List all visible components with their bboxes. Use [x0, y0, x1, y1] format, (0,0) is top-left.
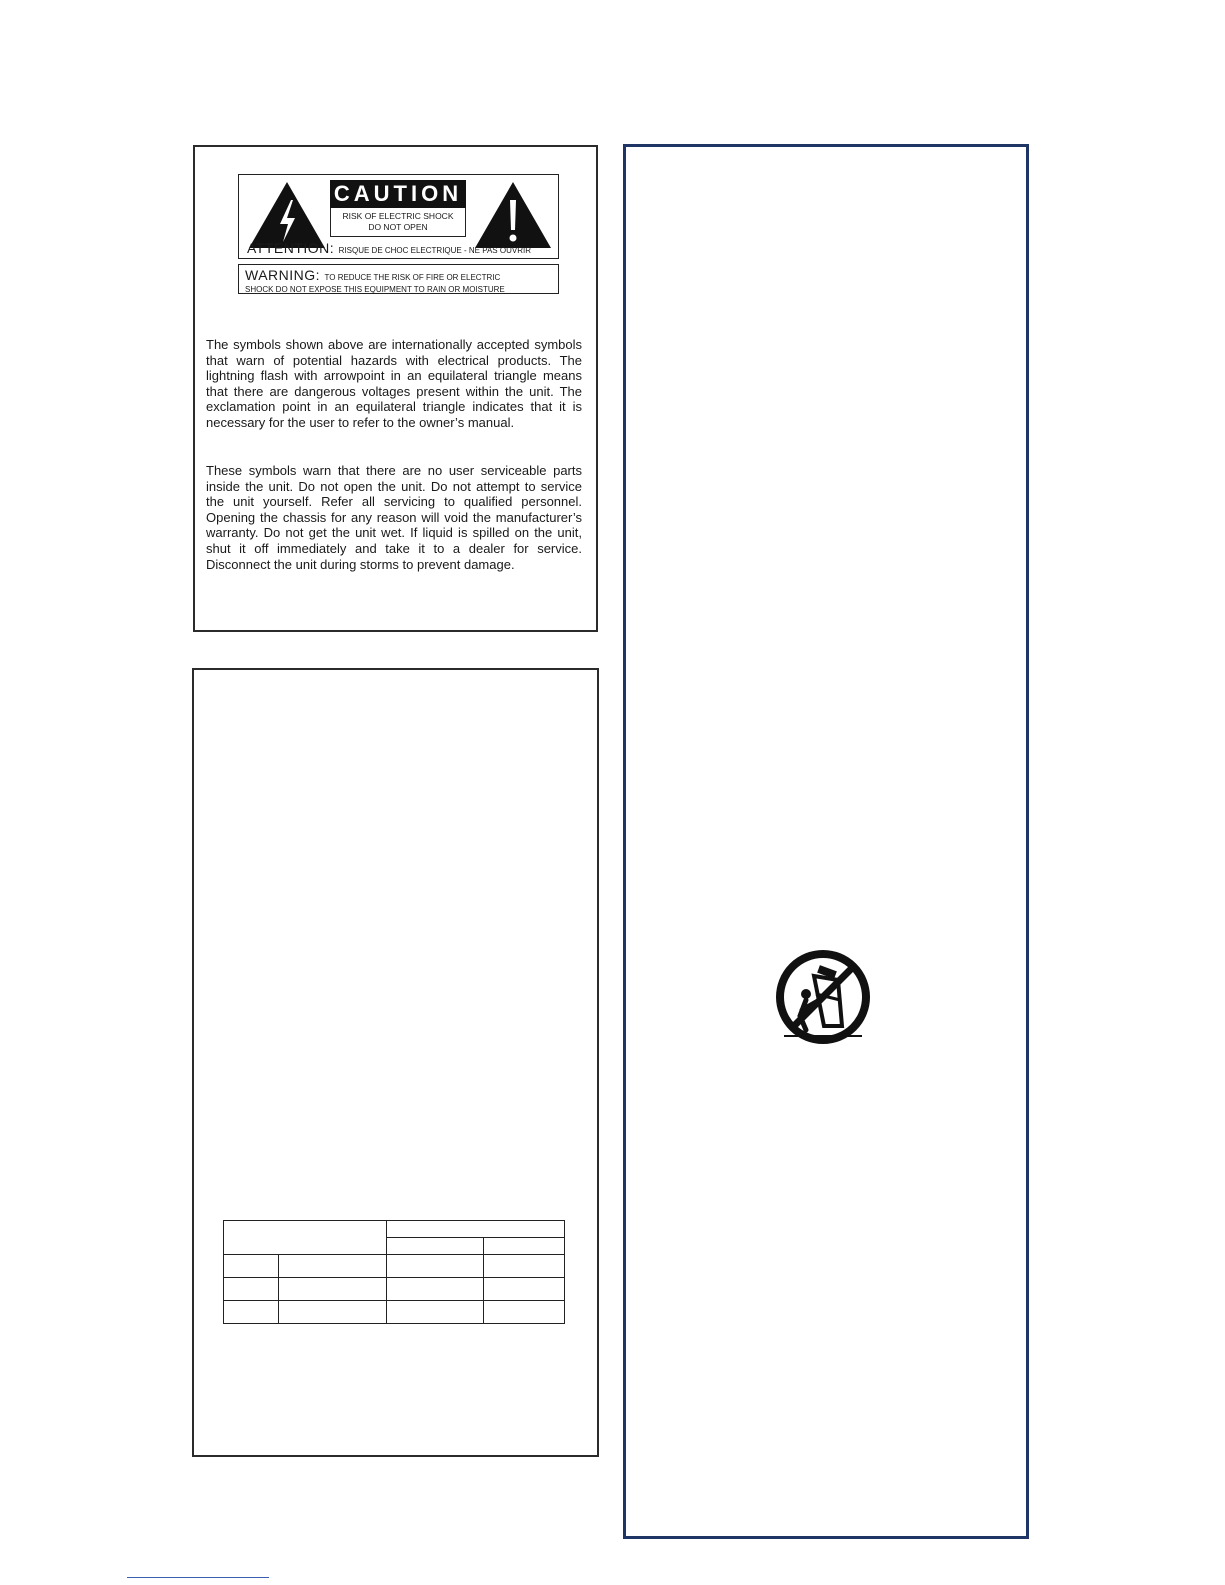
caution-heading-block [330, 180, 466, 237]
table-cell [224, 1301, 279, 1324]
table-cell [224, 1278, 279, 1301]
caution-subtitle [330, 208, 466, 237]
table-cell [386, 1301, 484, 1324]
attention-word: ATTENTION: [247, 240, 335, 256]
caution-panel [193, 145, 598, 632]
table-cell [484, 1238, 565, 1255]
table-cell [484, 1278, 565, 1301]
no-cart-tip-over-icon [776, 950, 870, 1044]
empty-grid-table [223, 1220, 565, 1324]
attention-text: RISQUE DE CHOC ELECTRIQUE - NE PAS OUVRIR [338, 246, 531, 255]
warning-text-line1: TO REDUCE THE RISK OF FIRE OR ELECTRIC [324, 273, 501, 282]
table-cell [386, 1238, 484, 1255]
footer-link-underline [127, 1577, 269, 1578]
table-cell [224, 1255, 279, 1278]
warning-word: WARNING: [245, 267, 321, 283]
table-cell [224, 1221, 387, 1255]
table-cell [278, 1278, 386, 1301]
warning-text-line2: SHOCK DO NOT EXPOSE THIS EQUIPMENT TO RAIN OR MOISTURE [245, 285, 505, 294]
table-row [224, 1301, 565, 1324]
caution-sub-line1: RISK OF ELECTRIC SHOCK [342, 211, 454, 221]
attention-line [247, 240, 531, 258]
table-cell [386, 1278, 484, 1301]
warning-label [238, 264, 559, 294]
service-warning-paragraph: These symbols warn that there are no user serviceable parts inside the unit. Do not open the unit. Do not attempt to service the unit yourself. Refer all servicing to qualified personnel. Opening the chassis for any reason will void the manufacturer’s warranty. Do not get the unit wet. If liquid is spilled on the unit, shut it off immediately and take it to a dealer for service. Disconnect the unit during storms to prevent damage. [206, 463, 582, 572]
right-safety-panel [623, 144, 1029, 1539]
table-row [224, 1278, 565, 1301]
table-cell [484, 1301, 565, 1324]
left-lower-panel [192, 668, 599, 1457]
table-row [224, 1255, 565, 1278]
table-cell [484, 1255, 565, 1278]
table-cell [386, 1221, 565, 1238]
caution-sub-line2: DO NOT OPEN [368, 222, 428, 232]
table-cell [386, 1255, 484, 1278]
caution-title: CAUTION [330, 180, 466, 208]
symbols-explanation-paragraph: The symbols shown above are internationally accepted symbols that warn of potential hazards with electrical products. The lightning flash with arrowpoint in an equilateral triangle means that there are dangerous voltages present within the unit. The exclamation point in an equilateral triangle indicates that it is necessary for the user to refer to the owner’s manual. [206, 337, 582, 430]
table-cell [278, 1301, 386, 1324]
caution-label [238, 174, 559, 259]
table-cell [278, 1255, 386, 1278]
table-row [224, 1221, 565, 1238]
